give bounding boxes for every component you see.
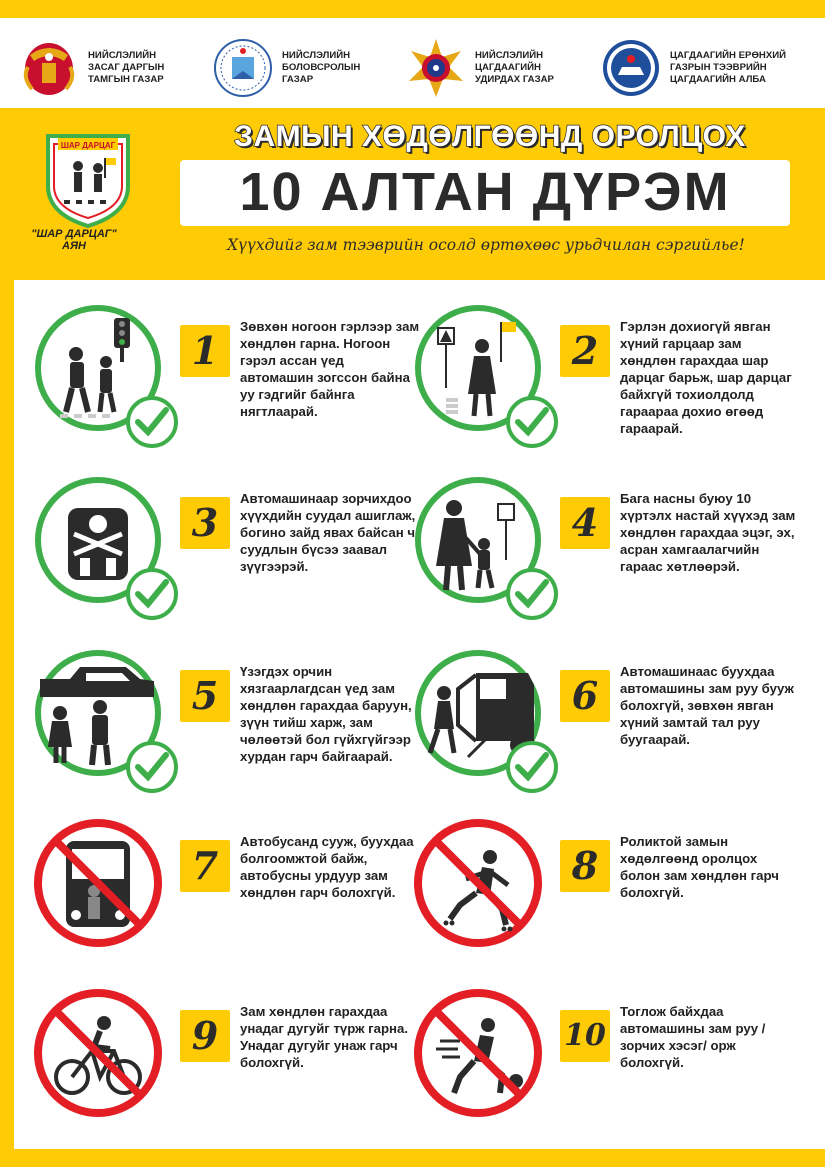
side-stripe	[0, 280, 14, 1150]
rule-number: 1	[180, 325, 230, 377]
rule-5	[30, 645, 430, 795]
yellow-flag-campaign-badge-icon	[40, 130, 136, 230]
traffic-light-pedestrians-icon	[30, 300, 180, 450]
girl-with-yellow-flag-icon	[410, 300, 560, 450]
rule-text: Тоглож байхдаа автомашины зам руу /зорчих хэсэг/ орж болохгүй.	[620, 1004, 766, 1070]
rule-6	[410, 645, 810, 795]
title-line-1: ЗАМЫН ХӨДӨЛГӨӨНД ОРОЛЦОХ	[234, 120, 746, 153]
rule-text: Бага насны буюу 10 хүртэлх настай хүүхэд зам хөндлөн гарахдаа эцэг, эх, асран хамгаалагчийн гараас хөтлөөрэй.	[620, 491, 796, 574]
rule-text: Үзэгдэх орчин хязгаарлагдсан үед зам хөндлөн гарахдаа баруун, зүүн тийш харж, зам чөлөөтэй бол гүйхгүйгээр хурдан гарч байгаарай.	[240, 664, 412, 764]
children-behind-parked-cars-icon	[30, 645, 180, 795]
bicycle-forbidden-icon	[30, 985, 180, 1135]
rule-number: 7	[180, 840, 230, 892]
rule-text: Зөвхөн ногоон гэрлээр зам хөндлөн гарна. Ногоон гэрэл ассан үед автомашин зогссон байна уу гэдгийг байнга нягтлаарай.	[240, 319, 420, 419]
top-stripe	[0, 0, 825, 18]
badge-text: ШАР ДАРЦАГ	[60, 141, 116, 150]
rule-4	[410, 472, 810, 622]
rule-text: Автобусанд сууж, буухдаа болгоомжтой байж, автобусны урдуур зам хөндлөн гарч болохгүй.	[240, 834, 414, 900]
rule-8	[410, 815, 810, 965]
rule-9	[30, 985, 430, 1135]
bottom-stripe	[0, 1149, 825, 1167]
rule-3	[30, 472, 430, 622]
rule-1	[30, 300, 430, 450]
rule-10	[410, 985, 810, 1135]
rule-text: Гэрлэн дохиогүй явган хүний гарцаар зам хөндлөн гарахдаа шар дарцаг барьж, шар дарцаг байхгүй тохиолдолд гараараа дохио өгөөд гараарай.	[620, 319, 792, 436]
city-emblem-icon	[18, 37, 80, 99]
logo-row	[0, 28, 825, 108]
org-name-4: ЦАГДААГИЙН ЕРӨНХИЙ ГАЗРЫН ТЭЭВРИЙН ЦАГДААГИЙН АЛБА	[670, 50, 787, 85]
bus-crossing-forbidden-icon	[30, 815, 180, 965]
rule-text: Роликтой замын хөдөлгөөнд оролцох болон зам хөндлөн гарч болохгүй.	[620, 834, 779, 900]
rule-2	[410, 300, 810, 450]
playing-ball-forbidden-icon	[410, 985, 560, 1135]
child-car-seat-icon	[30, 472, 180, 622]
rule-text: Автомашинаар зорчихдоо хүүхдийн суудал ашиглаж, богино зайд явах байсан ч суудлын бүсээ заавал зүүгээрэй.	[240, 491, 416, 574]
rule-number: 2	[560, 325, 610, 377]
campaign-label: "ШАР ДАРЦАГ" АЯН	[31, 228, 117, 252]
org-name-2: НИЙСЛЭЛИЙН БОЛОВСРОЛЫН ГАЗАР	[282, 50, 361, 85]
rule-number: 8	[560, 840, 610, 892]
child-exiting-car-icon	[410, 645, 560, 795]
title-line-2: 10 АЛТАН ДҮРЭМ	[239, 162, 731, 222]
rule-7	[30, 815, 430, 965]
org-name-1: НИЙСЛЭЛИЙН ЗАСАГ ДАРГЫН ТАМГЫН ГАЗАР	[88, 50, 165, 85]
education-emblem-icon	[212, 37, 274, 99]
roller-skater-forbidden-icon	[410, 815, 560, 965]
rule-text: Автомашинаас буухдаа автомашины зам руу бууж болохгүй, зөвхөн явган хүний замтай тал руу буугаарай.	[620, 664, 794, 747]
rule-number: 10	[560, 1010, 610, 1062]
city-governor-office-logo	[18, 28, 164, 108]
rule-number: 6	[560, 670, 610, 722]
subtitle: Хүүхдийг зам тээврийн осолд өртөхөөс урьдчилан сэргийлье!	[227, 236, 745, 254]
rule-number: 3	[180, 497, 230, 549]
city-police-logo	[405, 28, 554, 108]
education-department-logo	[212, 28, 360, 108]
rule-number: 5	[180, 670, 230, 722]
rule-text: Зам хөндлөн гарахдаа унадаг дугуйг түрж гарна. Унадаг дугуйг унаж гарч болохгүй.	[240, 1004, 408, 1070]
rule-number: 9	[180, 1010, 230, 1062]
traffic-police-emblem-icon	[600, 37, 662, 99]
police-star-emblem-icon	[405, 37, 467, 99]
org-name-3: НИЙСЛЭЛИЙН ЦАГДААГИЙН УДИРДАХ ГАЗАР	[475, 50, 554, 85]
adult-holding-child-hand-icon	[410, 472, 560, 622]
traffic-police-logo	[600, 28, 786, 108]
rule-number: 4	[560, 497, 610, 549]
